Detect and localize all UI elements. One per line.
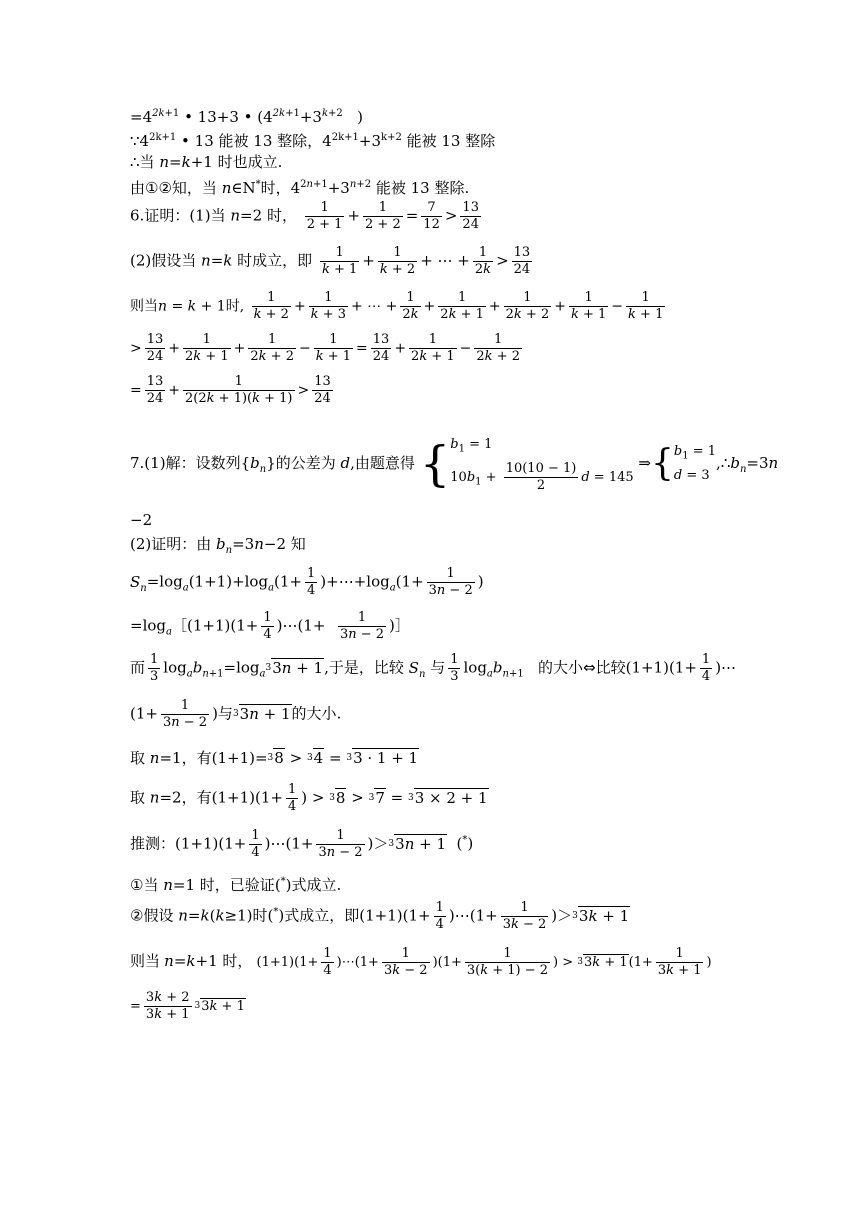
proof-line: 6.证明：(1)当 n=2 时， $\frac{1}{2 + 1}$ + $\frac{1}{2 + 2}$ = $\frac{7}{12}$ > $\frac{13}{24}$: [130, 200, 479, 232]
proof-line: 取 n=2，有(1+1)(1+ $\frac{1}{4}$ ) > $^3$8 > $^3$7 = $^3$3 × 2 + 1: [130, 782, 488, 814]
proof-line: ①当 n=1 时，已验证(*)式成立.: [130, 876, 342, 894]
proof-line: 取 n=1，有(1+1)=$^3$8 > $^3$4 = $^3$3 · 1 + 1: [130, 749, 419, 767]
proof-line: > $\frac{13}{24}$ + $\frac{1}{2k + 1}$ + $\frac{1}{2k + 2}$ − $\frac{1}{k + 1}$ = $\frac{13}{24}$ + $\frac{1}{2k + 1}$ − $\frac{1}{2k + 2}$: [130, 332, 520, 364]
proof-line: (2)证明：由 $b_n=3n-2$ 知: [130, 535, 306, 556]
proof-line: (2)假设当 n=k 时成立，即 $\frac{1}{k + 1}$ + $\frac{1}{k + 2}$ + ⋯ + $\frac{1}{2k}$ > $\frac{13}{24}$: [130, 245, 531, 277]
proof-line: = $\frac{13}{24}$ + $\frac{1}{2(2k + 1)(k + 1)}$ > $\frac{13}{24}$: [130, 374, 331, 406]
proof-line: $=\log_a[(1+1)(1+$ $\frac{1}{4}$ )⋯(1+ $\frac{1}{3n - 2}$ )］: [130, 610, 410, 642]
proof-line: $=4^{2k+1}$ • 13+3 • ($4^{2k+1}+3^{k+2}$ ): [130, 108, 363, 126]
proof-line: 而 $\frac{1}{3}$ $\log_ab_{n+1}=\log_a^33n + 1$,于是，比较 $S_n$ 与 $\frac{1}{3}$ $\log_ab_{n+1}$ 的大小⇔比较(1+1)(1+ $\frac{1}{4}$ )⋯: [130, 652, 737, 684]
proof-line: 7.(1)解：设数列$\{b_n\}$的公差为 d,由题意得 { $b_1 = 1$ $10b_1$ + $\frac{10(10 - 1)}{2}$ d = 145 ⇒{ $b_1 = 1$ d = 3 $,\therefore b_n=3n$: [130, 435, 779, 493]
proof-line: 则当 n=k+1 时， (1+1)(1+ $\frac{1}{4}$ )⋯(1+ $\frac{1}{3k - 2}$ )(1+ $\frac{1}{3(k + 1) - 2}$ ) > $^3$3k + 1(1+ $\frac{1}{3k + 1}$ ): [130, 946, 712, 978]
proof-line: 由①②知，当 n∈N*时，$4^{2n+1}+3^{n+2}$ 能被 13 整除.: [130, 179, 470, 197]
proof-line: 则当n = k + 1时, $\frac{1}{k + 2}$ + $\frac{1}{k + 3}$ + ⋯ + $\frac{1}{2k}$ + $\frac{1}{2k + 1}$ + $\frac{1}{2k + 2}$ + $\frac{1}{k + 1}$ − $\frac{1}{k + 1}$: [130, 290, 664, 322]
proof-line: $S_n=\log_a(1+1)+\log_a(1+$ $\frac{1}{4}$ )$+\cdots+\log_a(1+$ $\frac{1}{3n - 2}$ ): [130, 566, 484, 598]
proof-line: 推测：(1+1)(1+ $\frac{1}{4}$ )⋯(1+ $\frac{1}{3n - 2}$ )＞$^3$3n + 1 (*): [130, 828, 474, 860]
proof-line: $\because 4^{2k+1}$ • 13 能被 13 整除，$4^{2k+1}+3^{k+2}$ 能被 13 整除: [130, 132, 496, 150]
proof-line: (1+ $\frac{1}{3n - 2}$ )与$^3$3n + 1的大小.: [130, 698, 342, 730]
proof-line: ∴当 n=k+1 时也成立.: [130, 153, 283, 171]
proof-line: = $\frac{3k + 2}{3k + 1}$ $^3$3k + 1: [130, 990, 245, 1022]
proof-line: −2: [130, 511, 153, 529]
proof-line: ②假设 n=k(k≥1)时(*)式成立，即(1+1)(1+ $\frac{1}{4}$ )⋯(1+ $\frac{1}{3k - 2}$ )＞$^3$3k + 1: [130, 900, 630, 932]
